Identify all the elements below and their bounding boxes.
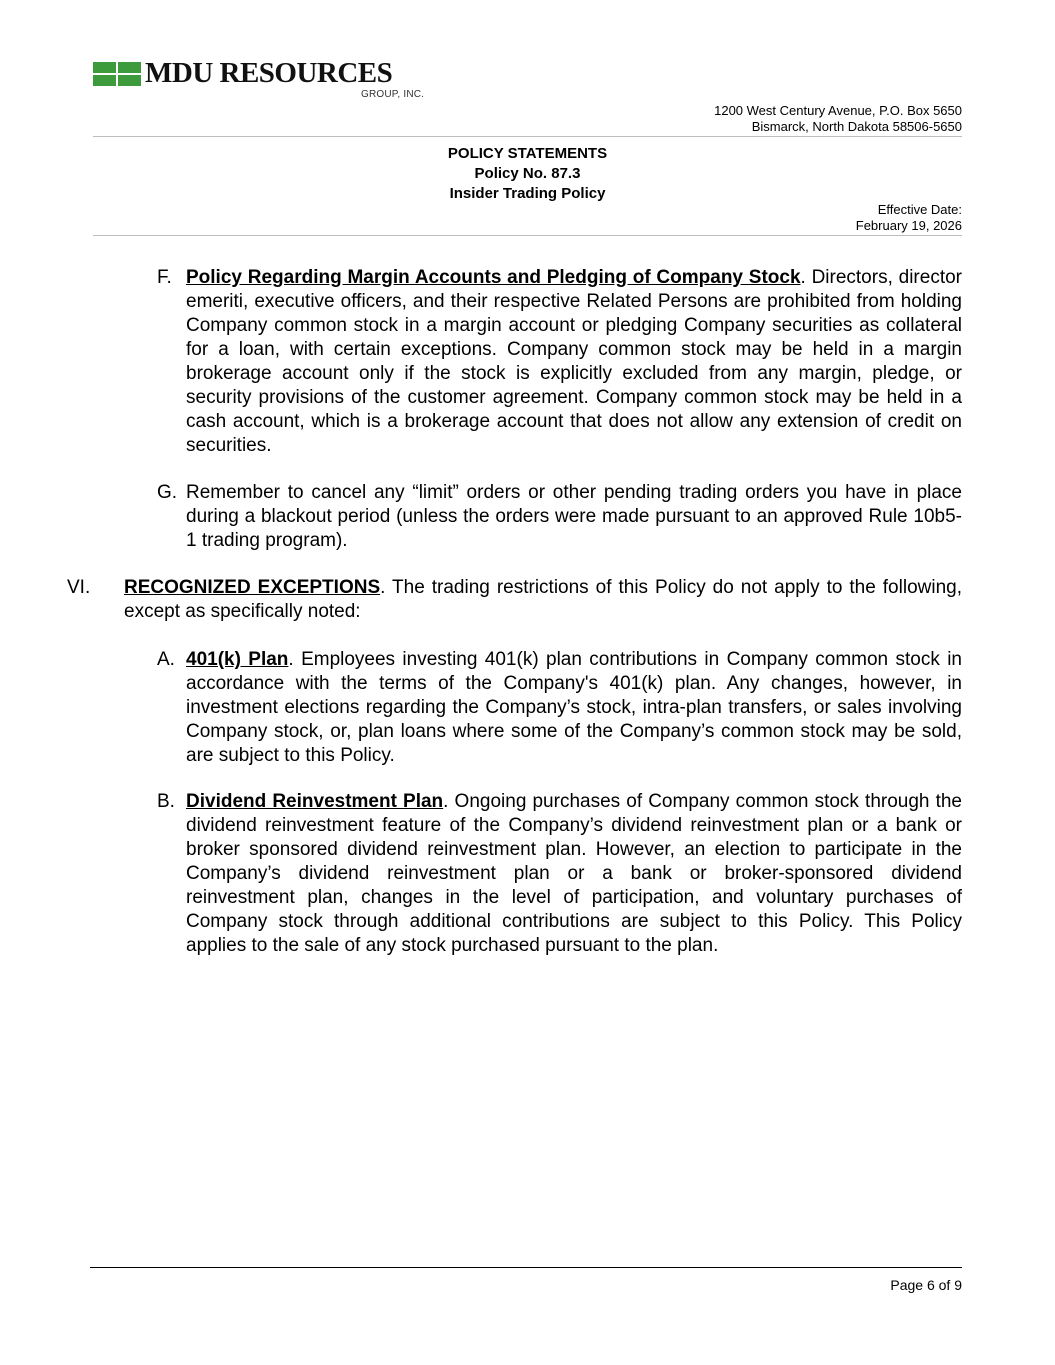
section-marker: VI. <box>67 577 91 598</box>
item-text <box>186 481 962 553</box>
item-title: Policy Regarding Margin Accounts and Pledging of Company Stock <box>186 267 801 288</box>
item-marker: B. <box>157 791 175 812</box>
section-title-vi: RECOGNIZED EXCEPTIONS <box>124 577 381 598</box>
item-title: 401(k) Plan <box>186 649 289 670</box>
section-text <box>124 576 962 624</box>
logo-mark-icon <box>93 62 141 86</box>
item-text <box>186 266 962 458</box>
address-line-2: Bismarck, North Dakota 58506-5650 <box>751 119 962 134</box>
section-body: . The trading restrictions of this Policy do not apply to the following, except as specifically noted: <box>124 577 962 622</box>
policy-title: Insider Trading Policy <box>449 185 606 202</box>
item-marker: F. <box>157 267 172 288</box>
item-body: . Ongoing purchases of Company common stock through the dividend reinvestment feature of the Company’s dividend reinvestment plan or a bank or broker sponsored dividend reinvestment plan. However, an election to participate in the Company’s dividend reinvestment plan or a bank or broker-sponsored dividend reinvestment plan, changes in the level of participation, and voluntary purchases of Company stock through additional contributions are subject to this Policy. This Policy applies to the sale of any stock purchased pursuant to the plan. <box>186 791 962 956</box>
company-address <box>714 103 962 135</box>
item-title: Dividend Reinvestment Plan <box>186 791 444 812</box>
page-number: Page 6 of 9 <box>890 1277 962 1293</box>
effective-date-block <box>856 202 962 234</box>
effective-date-label: Effective Date: <box>877 202 962 217</box>
logo-wordmark: MDU RESOURCES <box>145 57 393 89</box>
header-divider-top <box>93 136 962 137</box>
company-logo <box>93 57 425 104</box>
item-marker: G. <box>157 482 178 503</box>
item-text <box>186 790 962 958</box>
item-text <box>186 648 962 768</box>
item-body: Remember to cancel any “limit” orders or other pending trading orders you have in place during a blackout period (unless the orders were made pursuant to an approved Rule 10b5-1 trading program). <box>186 482 962 551</box>
footer-divider <box>90 1267 962 1268</box>
effective-date-value: February 19, 2026 <box>855 218 962 233</box>
item-body: . Directors, director emeriti, executive officers, and their respective Related Persons are prohibited from holding Company common stock in a margin account or pledging Company securities as collateral for a loan, with certain exceptions. Company common stock may be held in a margin brokerage account only if the stock is explicitly excluded from any margin, pledge, or security provisions of the customer agreement. Company common stock may be held in a cash account, which is a brokerage account that does not allow any extension of credit on securities. <box>186 267 962 456</box>
policy-number: Policy No. 87.3 <box>474 165 581 182</box>
document-heading <box>93 144 962 204</box>
section-title: POLICY STATEMENTS <box>447 145 608 162</box>
logo-subtitle: GROUP, INC. <box>361 89 425 100</box>
address-line-1: 1200 West Century Avenue, P.O. Box 5650 <box>714 103 962 118</box>
item-marker: A. <box>157 649 175 670</box>
item-body: . Employees investing 401(k) plan contributions in Company common stock in accordance with the terms of the Company's 401(k) plan. Any changes, however, in investment elections regarding the Company’s stock, intra-plan transfers, or sales involving Company stock, or, plan loans where some of the Company’s common stock may be sold, are subject to this Policy. <box>186 649 962 766</box>
header-divider-bottom <box>93 235 962 236</box>
